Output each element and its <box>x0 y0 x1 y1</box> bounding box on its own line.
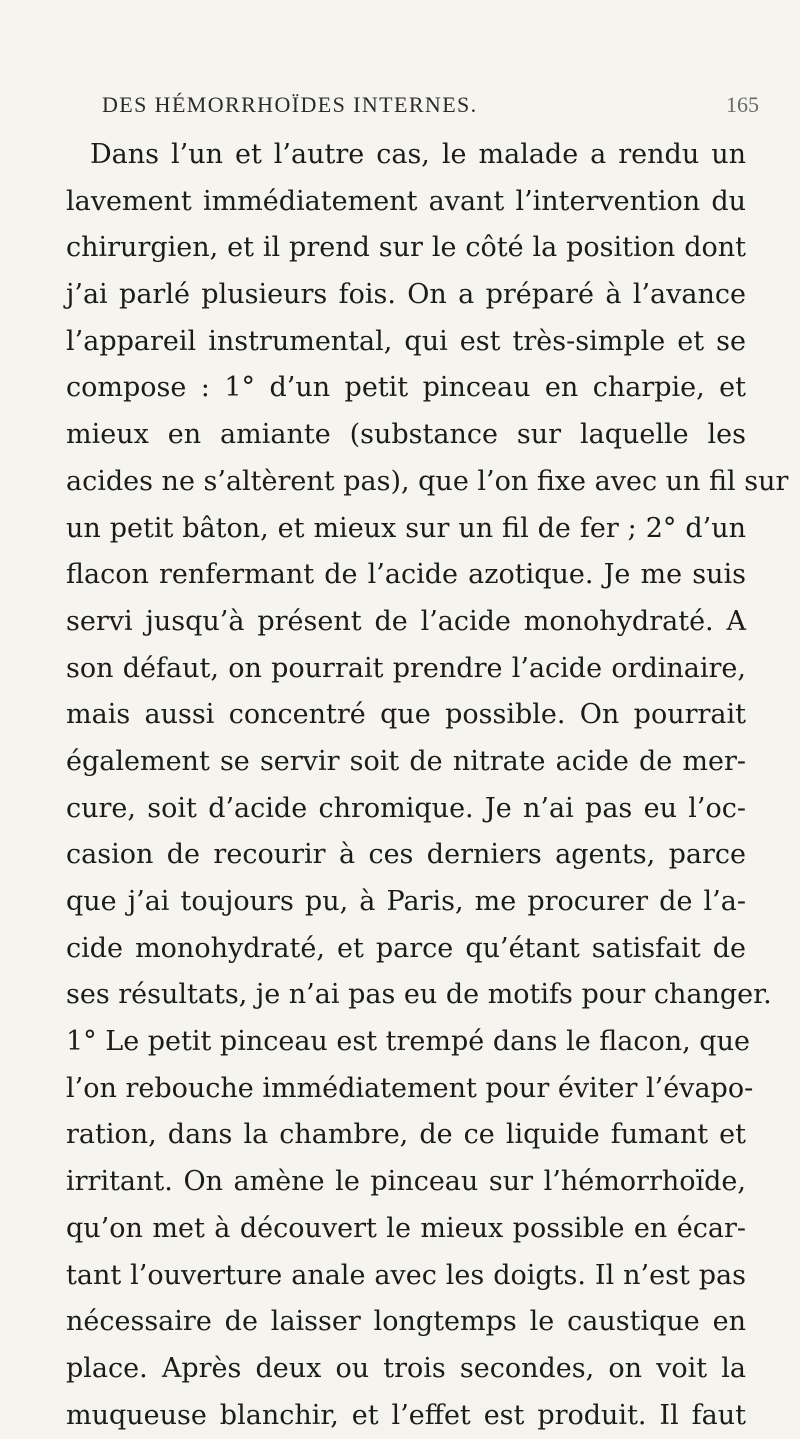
text-line: place. Après deux ou trois secondes, on voit la <box>66 1352 746 1384</box>
text-line: acides ne s’altèrent pas), que l’on fixe avec un fil sur <box>66 465 789 497</box>
text-line: servi jusqu’à présent de l’acide monohydraté. A <box>66 605 746 637</box>
text-line: cide monohydraté, et parce qu’étant satisfait de <box>66 932 746 964</box>
text-line: l’appareil instrumental, qui est très-simple et se <box>66 325 746 357</box>
text-line: l’on rebouche immédiatement pour éviter l’évapo- <box>66 1072 754 1104</box>
text-line: qu’on met à découvert le mieux possible en écar- <box>66 1212 746 1244</box>
text-line: muqueuse blanchir, et l’effet est produit. Il faut <box>66 1399 746 1431</box>
text-line: un petit bâton, et mieux sur un fil de fer ; 2° d’un <box>66 512 746 544</box>
text-line: mieux en amiante (substance sur laquelle les <box>66 419 746 451</box>
text-line: son défaut, on pourrait prendre l’acide ordinaire, <box>66 652 746 684</box>
page-number: 165 <box>726 92 759 117</box>
text-line: également se servir soit de nitrate acide de mer- <box>66 745 746 777</box>
text-line: irritant. On amène le pinceau sur l’hémorrhoïde, <box>66 1166 746 1198</box>
running-title: DES HÉMORRHOÏDES INTERNES. <box>102 92 478 117</box>
text-line: cure, soit d’acide chromique. Je n’ai pas eu l’oc- <box>66 792 746 824</box>
text-line: que j’ai toujours pu, à Paris, me procurer de l’a- <box>66 886 746 917</box>
text-line: 1° Le petit pinceau est trempé dans le flacon, que <box>66 1026 750 1058</box>
text-line: flacon renfermant de l’acide azotique. Je me suis <box>66 559 746 591</box>
text-line: Dans l’un et l’autre cas, le malade a rendu un <box>90 139 746 170</box>
text-line: ses résultats, je n’ai pas eu de motifs pour changer. <box>66 979 772 1011</box>
text-line: chirurgien, et il prend sur le côté la position dont <box>66 232 746 264</box>
text-line: mais aussi concentré que possible. On pourrait <box>66 699 746 731</box>
text-line: nécessaire de laisser longtemps le caustique en <box>66 1306 746 1338</box>
text-line: ration, dans la chambre, de ce liquide fumant et <box>66 1119 746 1151</box>
body-text <box>66 132 789 1439</box>
text-line: j’ai parlé plusieurs fois. On a préparé à l’avance <box>66 279 746 311</box>
text-line: compose : 1° d’un petit pinceau en charpie, et <box>66 372 746 404</box>
running-head <box>0 92 800 124</box>
text-line: casion de recourir à ces derniers agents, parce <box>66 839 746 871</box>
text-line: tant l’ouverture anale avec les doigts. Il n’est pas <box>66 1259 746 1291</box>
text-line: lavement immédiatement avant l’intervention du <box>66 185 746 217</box>
